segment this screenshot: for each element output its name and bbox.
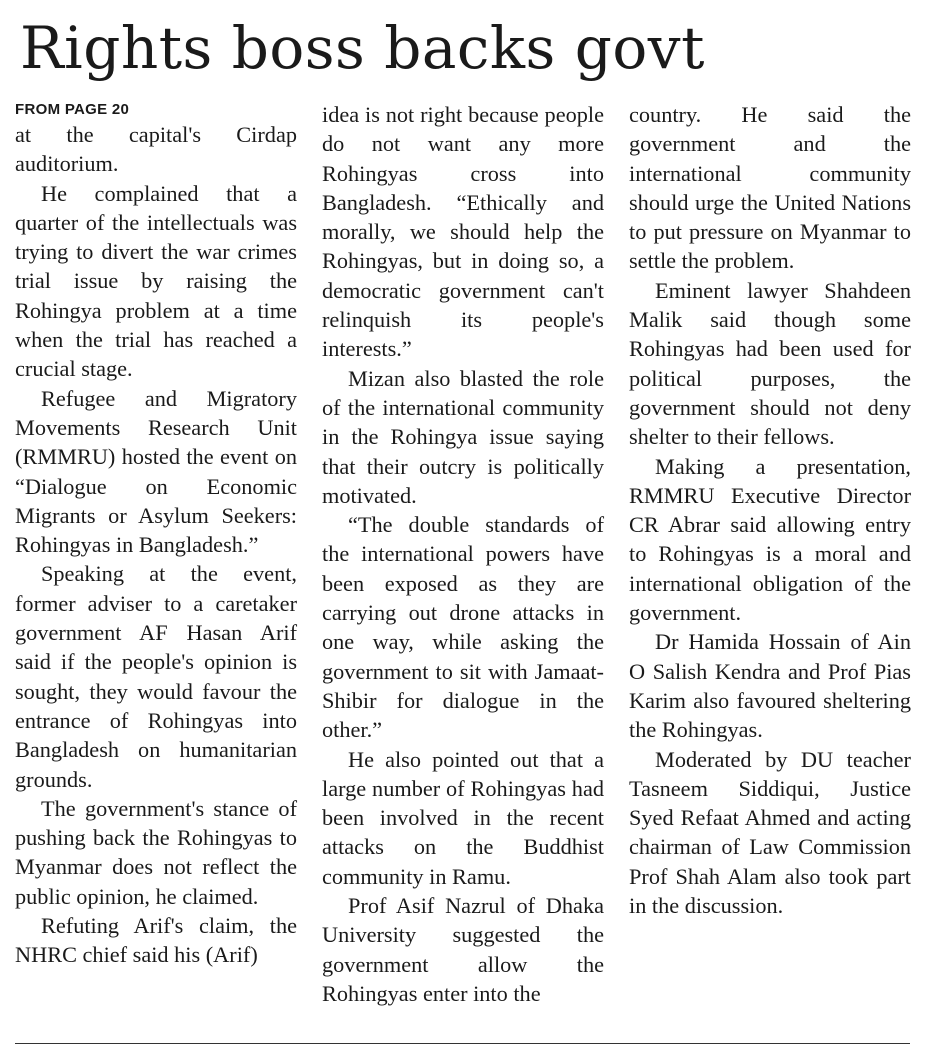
bottom-rule bbox=[15, 1043, 910, 1044]
paragraph: Moderated by DU teacher Tasneem Siddiqui, Justice Syed Refaat Ahmed and acting chairman of Law Commission Prof Shah Alam also took part in the discussion. bbox=[629, 746, 911, 919]
paragraph: at the capital's Cirdap auditorium. bbox=[15, 122, 297, 177]
paragraph: Mizan also blasted the role of the international community in the Rohingya issue saying that their outcry is politically motivated. bbox=[322, 365, 604, 508]
paragraph: country. He said the government and the international community should urge the United Nations to put pressure on Myanmar to settle the problem. bbox=[629, 102, 911, 274]
article-body bbox=[15, 100, 910, 1035]
headline: Rights boss backs govt bbox=[20, 14, 705, 82]
paragraph: “The double standards of the international powers have been exposed as they are carrying out drone attacks in one way, while asking the government to sit with Jamaat-Shibir for dialogue in the other.” bbox=[322, 512, 604, 743]
paragraph: Speaking at the event, former adviser to a caretaker government AF Hasan Arif said if the people's opinion is sought, they would favour the entrance of Rohingyas into Bangladesh on humanitarian grounds. bbox=[15, 561, 297, 792]
paragraph: Dr Hamida Hossain of Ain O Salish Kendra and Prof Pias Karim also favoured sheltering the Rohingyas. bbox=[629, 629, 911, 743]
paragraph: Eminent lawyer Shahdeen Malik said though some Rohingyas had been used for political purposes, the government should not deny shelter to their fellows. bbox=[629, 277, 911, 450]
paragraph: Refugee and Migratory Movements Research Unit (RMMRU) hosted the event on “Dialogue on Economic Migrants or Asylum Seekers: Rohingyas in Bangladesh.” bbox=[15, 385, 297, 558]
paragraph: Prof Asif Nazrul of Dhaka University suggested the government allow the Rohingyas enter into the bbox=[322, 893, 604, 1006]
paragraph: He also pointed out that a large number of Rohingyas had been involved in the recent attacks on the Buddhist community in Ramu. bbox=[322, 746, 604, 889]
paragraph: Making a presentation, RMMRU Executive Director CR Abrar said allowing entry to Rohingyas is a moral and international obligation of the government. bbox=[629, 453, 911, 626]
jump-line: FROM PAGE 20 bbox=[15, 101, 130, 118]
paragraph: Refuting Arif's claim, the NHRC chief said his (Arif) bbox=[15, 913, 297, 968]
column-3 bbox=[629, 100, 911, 920]
paragraph: idea is not right because people do not want any more Rohingyas cross into Bangladesh. “Ethically and morally, we should help the Rohingyas, but in doing so, a democratic government can't relinquish its people's interests.” bbox=[322, 102, 604, 362]
paragraph: The government's stance of pushing back the Rohingyas to Myanmar does not reflect the public opinion, he claimed. bbox=[15, 795, 297, 909]
paragraph: He complained that a quarter of the intellectuals was trying to divert the war crimes trial issue by raising the Rohingya problem at a time when the trial has reached a crucial stage. bbox=[15, 180, 297, 382]
column-2 bbox=[322, 100, 604, 1008]
column-1 bbox=[15, 100, 297, 970]
